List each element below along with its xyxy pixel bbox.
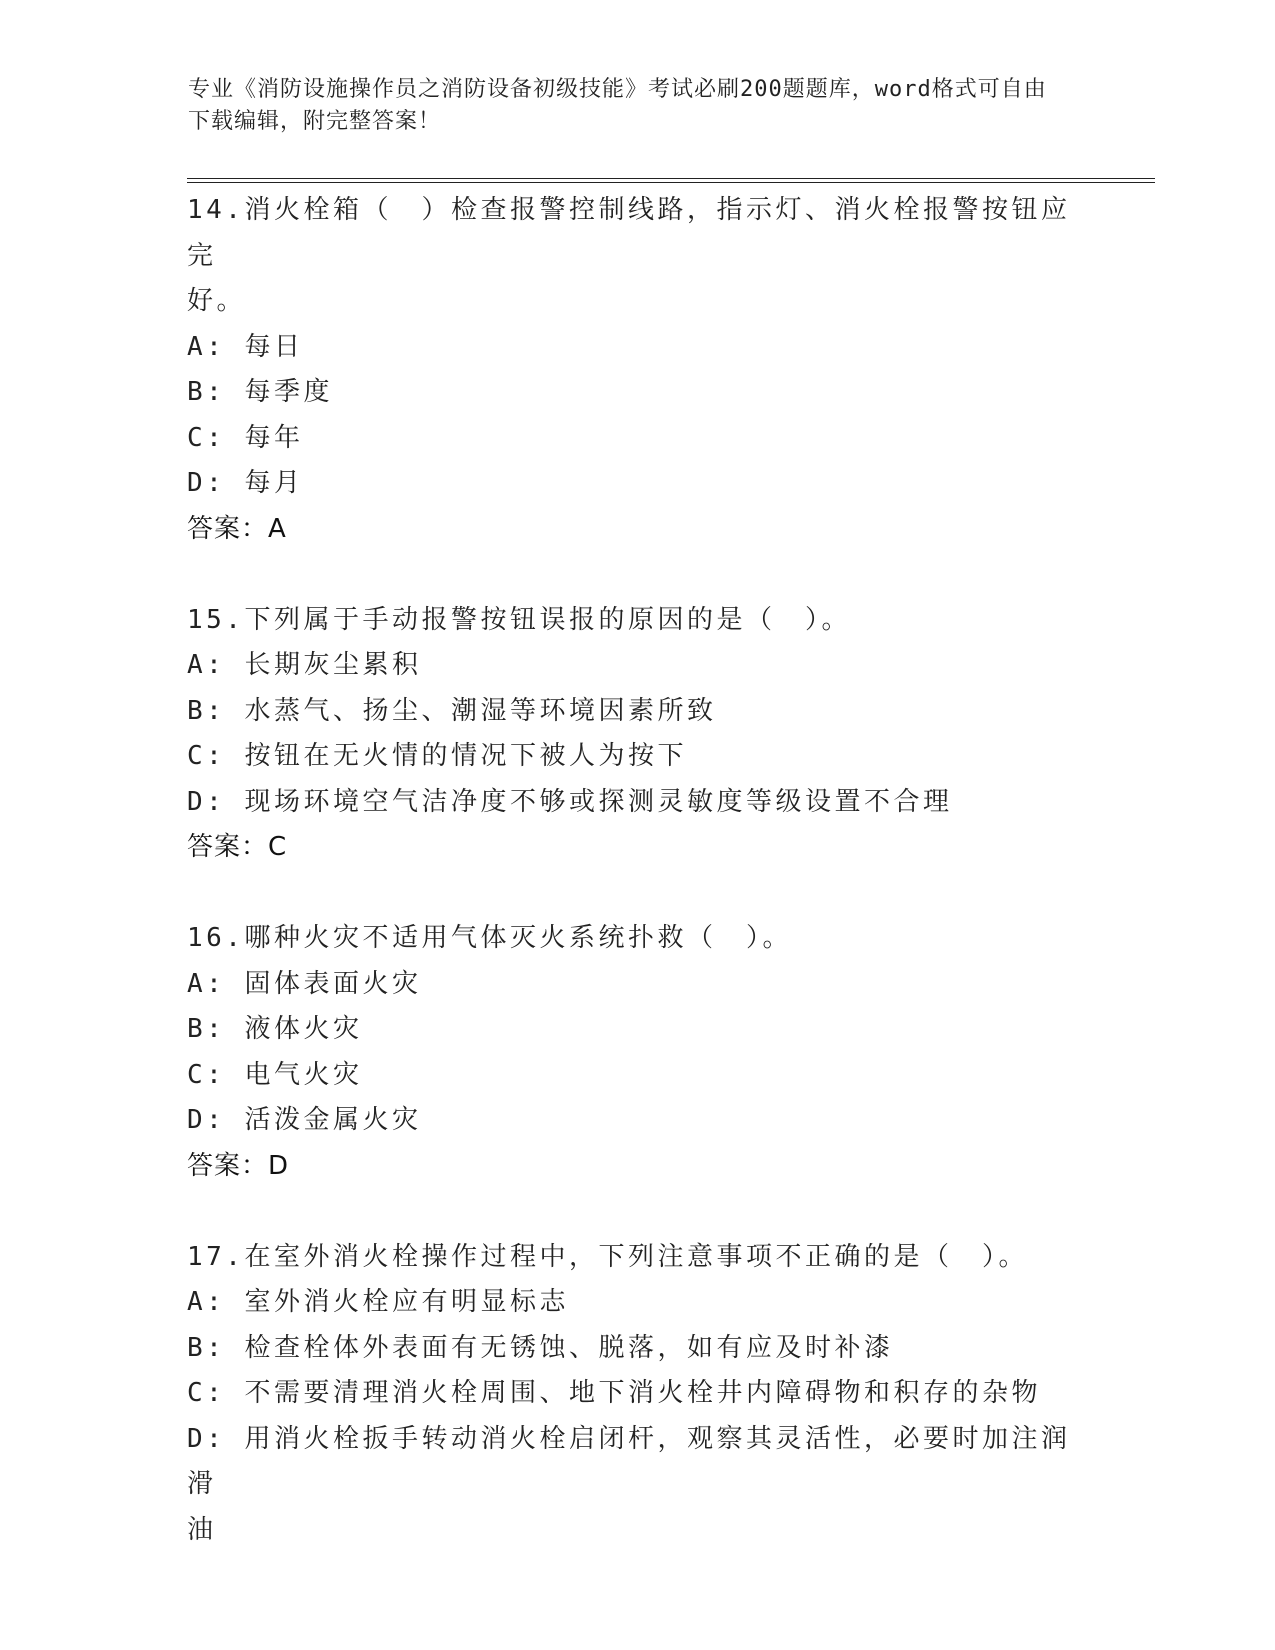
- spacer: [187, 1189, 1087, 1235]
- answer-value: C: [268, 832, 288, 862]
- option-key: D: [187, 786, 207, 817]
- answer: [187, 825, 1087, 871]
- question-stem: 14.消火栓箱（ ）检查报警控制线路，指示灯、消火栓报警按钮应完: [187, 195, 1071, 271]
- option-text: 每年: [244, 422, 304, 453]
- option-separator: :: [206, 1332, 245, 1363]
- option-key: D: [187, 1105, 207, 1135]
- option-separator: :: [206, 1105, 245, 1135]
- option-c: [187, 734, 1087, 780]
- option-separator: :: [206, 786, 245, 817]
- option-c: [187, 416, 1087, 462]
- question-stem: 15.下列属于手动报警按钮误报的原因的是（ ）。: [187, 604, 851, 635]
- option-key: B: [187, 1332, 207, 1363]
- question-15: [187, 598, 1087, 871]
- option-text: 水蒸气、扬尘、潮湿等环境因素所致: [244, 695, 717, 726]
- option-separator: :: [206, 1423, 245, 1454]
- option-text: 活泼金属火灾: [244, 1105, 422, 1135]
- option-text: 液体火灾: [244, 1014, 363, 1044]
- option-b: [187, 370, 1087, 416]
- option-separator: :: [206, 468, 245, 498]
- option-c: [187, 1371, 1087, 1417]
- option-key: A: [187, 331, 207, 362]
- option-text: 按钮在无火情的情况下被人为按下: [244, 741, 687, 771]
- option-text: 每日: [244, 331, 304, 362]
- answer: [187, 1144, 1087, 1190]
- option-separator: :: [206, 1059, 245, 1090]
- option-a: [187, 643, 1087, 689]
- option-separator: :: [206, 422, 245, 453]
- answer-label: 答案：: [187, 832, 269, 862]
- header-divider-top: [187, 178, 1155, 179]
- option-separator: :: [206, 1378, 245, 1408]
- option-d: [187, 1098, 1087, 1144]
- option-key: B: [187, 377, 207, 407]
- option-text: 室外消火栓应有明显标志: [244, 1287, 569, 1317]
- answer-value: D: [268, 1150, 290, 1181]
- question-stem: 16.哪种火灾不适用气体灭火系统扑救（ ）。: [187, 923, 792, 953]
- option-separator: :: [206, 695, 245, 726]
- option-separator: :: [206, 1014, 245, 1044]
- option-separator: :: [206, 331, 245, 362]
- option-a: [187, 1280, 1087, 1326]
- option-text: 长期灰尘累积: [244, 650, 422, 680]
- question-stem: 17.在室外消火栓操作过程中，下列注意事项不正确的是（ ）。: [187, 1241, 1028, 1272]
- option-key: A: [187, 968, 207, 999]
- option-separator: :: [206, 650, 245, 680]
- option-key: C: [187, 1059, 207, 1090]
- option-key: C: [187, 1378, 207, 1408]
- answer-label: 答案：: [187, 1150, 269, 1181]
- option-key: A: [187, 1287, 207, 1317]
- option-a: [187, 962, 1087, 1008]
- option-b: [187, 1326, 1087, 1372]
- option-key: C: [187, 741, 207, 771]
- option-d: [187, 1417, 1087, 1508]
- option-key: A: [187, 650, 207, 680]
- option-separator: :: [206, 741, 245, 771]
- header-divider-bottom: [187, 182, 1155, 183]
- option-d: [187, 461, 1087, 507]
- option-key: B: [187, 695, 207, 726]
- option-key: D: [187, 1423, 207, 1454]
- question-14: [187, 188, 1087, 552]
- document-header: 专业《消防设施操作员之消防设备初级技能》考试必刷200题题库，word格式可自由下载编辑，附完整答案！: [188, 77, 1047, 134]
- question-list: [187, 188, 1087, 1553]
- option-text: 不需要清理消火栓周围、地下消火栓井内障碍物和积存的杂物: [244, 1378, 1041, 1408]
- option-text: 每月: [244, 468, 304, 498]
- answer-value: A: [268, 513, 287, 544]
- option-text: 固体表面火灾: [244, 968, 422, 999]
- option-a: [187, 325, 1087, 371]
- option-key: B: [187, 1014, 207, 1044]
- option-separator: :: [206, 968, 245, 999]
- option-text: 现场环境空气洁净度不够或探测灵敏度等级设置不合理: [244, 786, 953, 817]
- option-key: C: [187, 422, 207, 453]
- option-text: 用消火栓扳手转动消火栓启闭杆，观察其灵活性，必要时加注润滑: [187, 1423, 1071, 1499]
- option-separator: :: [206, 377, 245, 407]
- option-text: 每季度: [244, 377, 333, 407]
- answer: [187, 507, 1087, 553]
- option-c: [187, 1053, 1087, 1099]
- option-d: [187, 780, 1087, 826]
- question-16: [187, 916, 1087, 1189]
- question-stem-continuation: 好。: [187, 286, 247, 316]
- option-d-continuation: 油: [187, 1514, 217, 1545]
- option-b: [187, 1007, 1087, 1053]
- option-key: D: [187, 468, 207, 498]
- question-17: [187, 1235, 1087, 1554]
- option-text: 电气火灾: [244, 1059, 363, 1090]
- answer-label: 答案：: [187, 513, 269, 544]
- option-b: [187, 689, 1087, 735]
- option-separator: :: [206, 1287, 245, 1317]
- option-text: 检查栓体外表面有无锈蚀、脱落，如有应及时补漆: [244, 1332, 894, 1363]
- spacer: [187, 552, 1087, 598]
- spacer: [187, 871, 1087, 917]
